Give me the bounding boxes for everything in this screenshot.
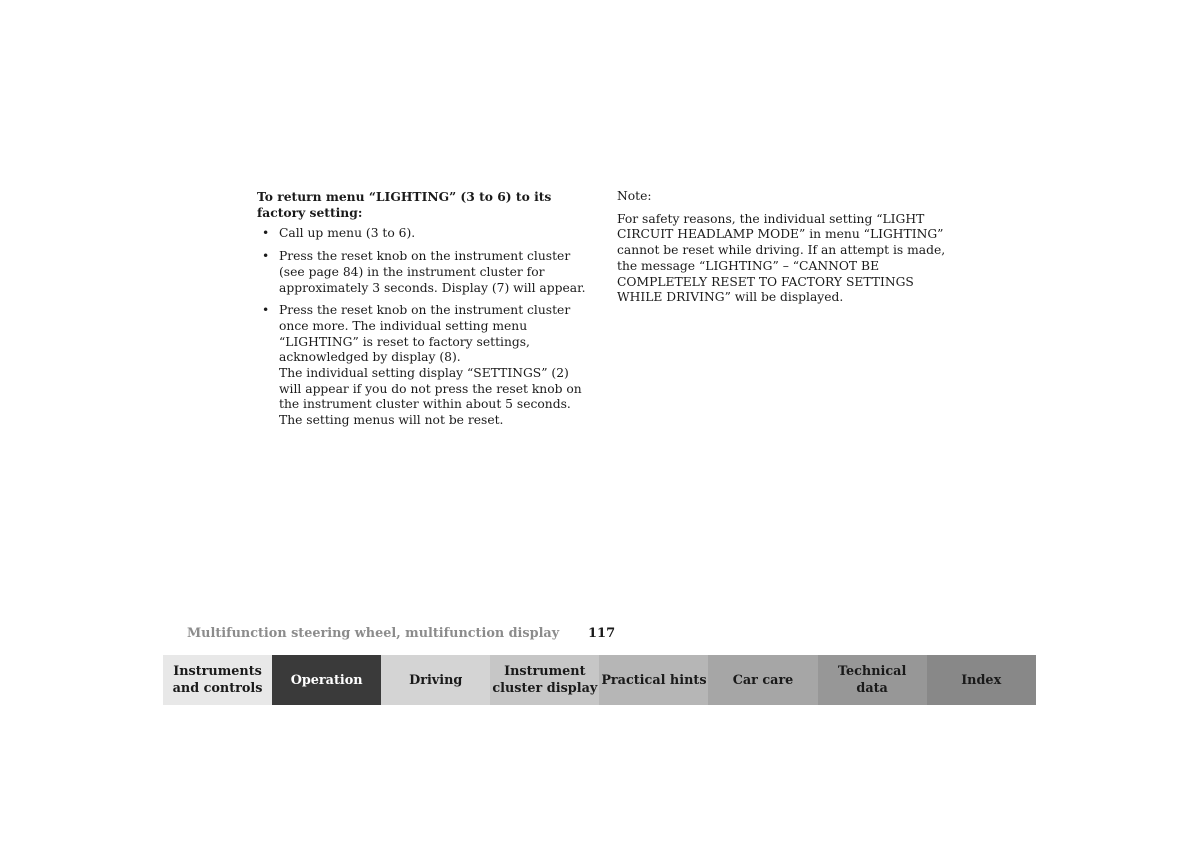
list-item-text: Press the reset knob on the instrument cluster (see page 84) in the instrument cluster for approximately 3 seconds. Display (7) will appear. [279, 249, 586, 295]
list-item [257, 226, 589, 242]
bullet-icon: • [262, 226, 270, 241]
tab-technical-data[interactable]: Technical data [818, 655, 927, 705]
list-item [257, 249, 589, 296]
tab-practical-hints[interactable]: Practical hints [599, 655, 708, 705]
bullet-icon: • [262, 303, 270, 318]
tab-driving[interactable]: Driving [381, 655, 490, 705]
tab-car-care[interactable]: Car care [708, 655, 817, 705]
page-number: 117 [588, 626, 616, 641]
section-heading: To return menu “LIGHTING” (3 to 6) to its factory setting: [257, 189, 552, 220]
note-label: Note: [617, 189, 652, 203]
tab-instrument-cluster-display[interactable]: Instrument cluster display [490, 655, 599, 705]
note-text: For safety reasons, the individual setting “LIGHT CIRCUIT HEADLAMP MODE” in menu “LIGHTING” cannot be reset while driving. If an attempt is made, the message “LIGHTING” – “CANNOT BE COMPLETELY RESET TO FACTORY SETTINGS WHILE DRIVING” will be displayed. [617, 211, 946, 305]
bullet-icon: • [262, 249, 270, 264]
chapter-tab-bar [163, 655, 1036, 705]
right-column [617, 189, 952, 306]
left-column [257, 189, 589, 436]
tab-operation[interactable]: Operation [272, 655, 381, 705]
tab-instruments-and-controls[interactable]: Instruments and controls [163, 655, 272, 705]
instruction-list [257, 226, 589, 428]
list-item-text: Call up menu (3 to 6). [279, 226, 416, 241]
list-item-text: Press the reset knob on the instrument cluster once more. The individual setting menu “LIGHTING” is reset to factory settings, acknowledged by display (8). [279, 303, 571, 365]
footer-section-title: Multifunction steering wheel, multifunction display [187, 626, 560, 641]
tab-index[interactable]: Index [927, 655, 1036, 705]
list-item [257, 303, 589, 429]
list-item-continuation: The individual setting display “SETTINGS” (2) will appear if you do not press the reset knob on the instrument cluster within about 5 seconds. The setting menus will not be reset. [279, 366, 582, 428]
